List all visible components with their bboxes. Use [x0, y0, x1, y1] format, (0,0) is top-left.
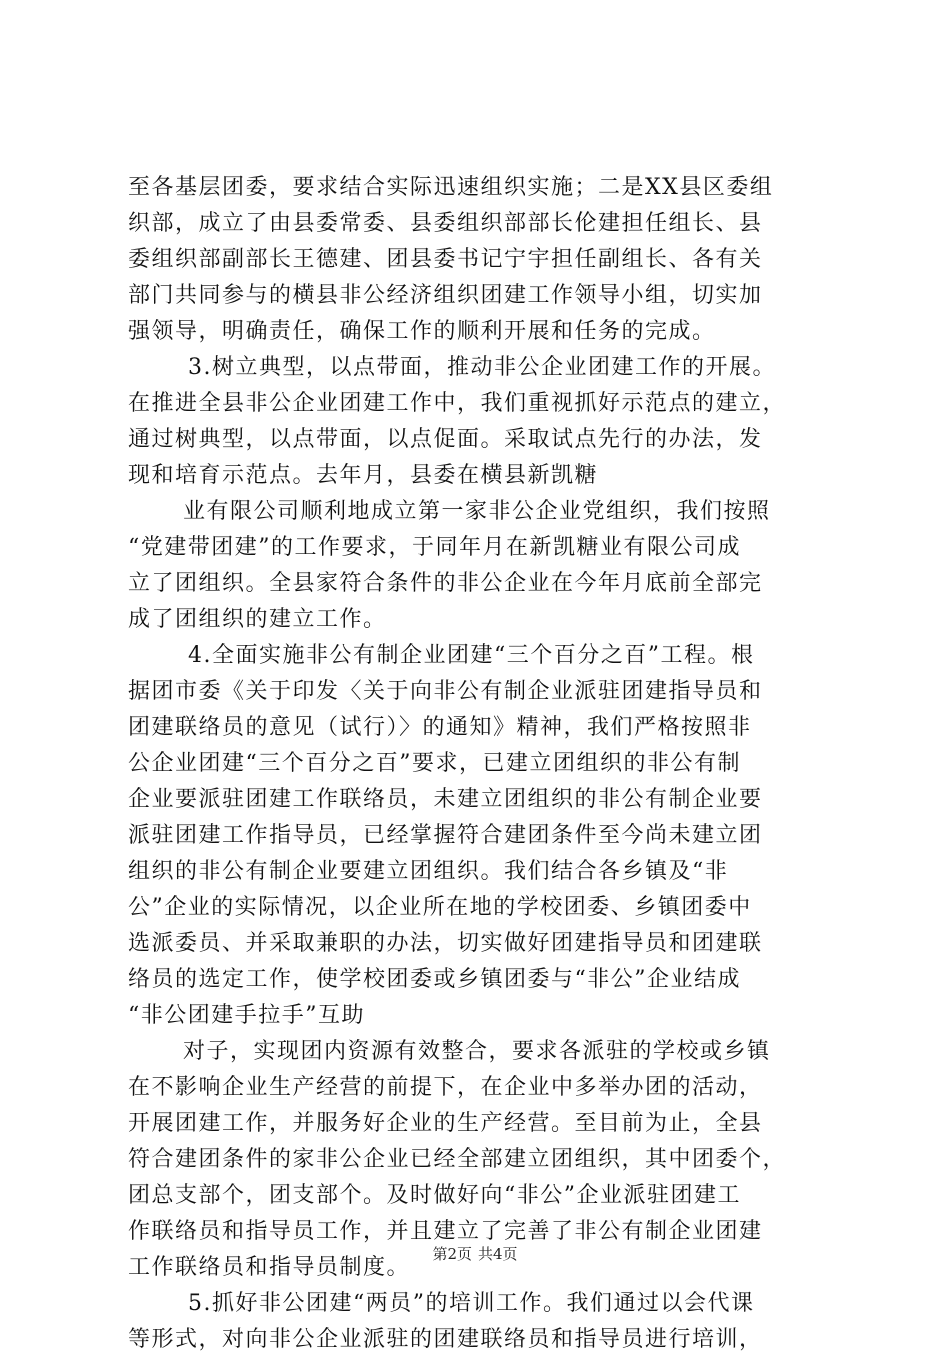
text-line: 通过树典型，以点带面，以点促面。采取试点先行的办法，发	[128, 427, 763, 452]
text-line: 团建联络员的意见（试行）〉的通知》精神，我们严格按照非	[128, 715, 752, 740]
document-body	[128, 170, 838, 1358]
text-line: “党建带团建”的工作要求，于同年月在新凯糖业有限公司成	[128, 535, 741, 560]
text-line: 派驻团建工作指导员，已经掌握符合建团条件至今尚未建立团	[128, 823, 763, 848]
text-line: 强领导，明确责任，确保工作的顺利开展和任务的完成。	[128, 319, 716, 344]
text-line: 公”企业的实际情况，以企业所在地的学校团委、乡镇团委中	[128, 895, 752, 920]
text-line: 在推进全县非公企业团建工作中，我们重视抓好示范点的建立，	[128, 391, 787, 416]
text-line: 对子，实现团内资源有效整合，要求各派驻的学校或乡镇	[183, 1039, 771, 1064]
page-number: 第2页	[432, 1245, 472, 1263]
text-line: 符合建团条件的家非公企业已经全部建立团组织，其中团委个，	[128, 1147, 787, 1172]
section-heading-3: 3.树立典型，以点带面，推动非公企业团建工作的开展。	[188, 355, 776, 380]
text-line: 据团市委《关于印发〈关于向非公有制企业派驻团建指导员和	[128, 679, 763, 704]
text-line: 部门共同参与的横县非公经济组织团建工作领导小组，切实加	[128, 283, 763, 308]
text-line: 选派委员、并采取兼职的办法，切实做好团建指导员和团建联	[128, 931, 763, 956]
text-line: “非公团建手拉手”互助	[128, 1003, 365, 1028]
text-line: 等形式，对向非公企业派驻的团建联络员和指导员进行培训，	[128, 1327, 763, 1352]
text-line: 织部，成立了由县委常委、县委组织部部长伦建担任组长、县	[128, 211, 763, 236]
text-line: 立了团组织。全县家符合条件的非公企业在今年月底前全部完	[128, 571, 763, 596]
page-total: 共4页	[478, 1245, 518, 1263]
text-line: 公企业团建“三个百分之百”要求，已建立团组织的非公有制	[128, 751, 741, 776]
text-line: 组织的非公有制企业要建立团组织。我们结合各乡镇及“非	[128, 859, 729, 884]
text-line: 业有限公司顺利地成立第一家非公企业党组织，我们按照	[183, 499, 771, 524]
section-heading-5: 5.抓好非公团建“两员”的培训工作。我们通过以会代课	[188, 1291, 755, 1316]
text-line: 委组织部副部长王德建、团县委书记宁宇担任副组长、各有关	[128, 247, 763, 272]
page-footer	[0, 1244, 950, 1264]
text-line: 开展团建工作，并服务好企业的生产经营。至目前为止，全县	[128, 1111, 763, 1136]
text-line: 企业要派驻团建工作联络员，未建立团组织的非公有制企业要	[128, 787, 763, 812]
text-line: 在不影响企业生产经营的前提下，在企业中多举办团的活动，	[128, 1075, 763, 1100]
text-line: 至各基层团委，要求结合实际迅速组织实施；二是XX县区委组	[128, 175, 774, 200]
section-heading-4: 4.全面实施非公有制企业团建“三个百分之百”工程。根	[188, 643, 755, 668]
text-line: 络员的选定工作，使学校团委或乡镇团委与“非公”企业结成	[128, 967, 741, 992]
text-line: 工作联络员和指导员制度。	[128, 1255, 411, 1280]
text-line: 作联络员和指导员工作，并且建立了完善了非公有制企业团建	[128, 1219, 763, 1244]
text-line: 现和培育示范点。去年月，县委在横县新凯糖	[128, 463, 599, 488]
text-line: 成了团组织的建立工作。	[128, 607, 387, 632]
text-line: 团总支部个，团支部个。及时做好向“非公”企业派驻团建工	[128, 1183, 741, 1208]
